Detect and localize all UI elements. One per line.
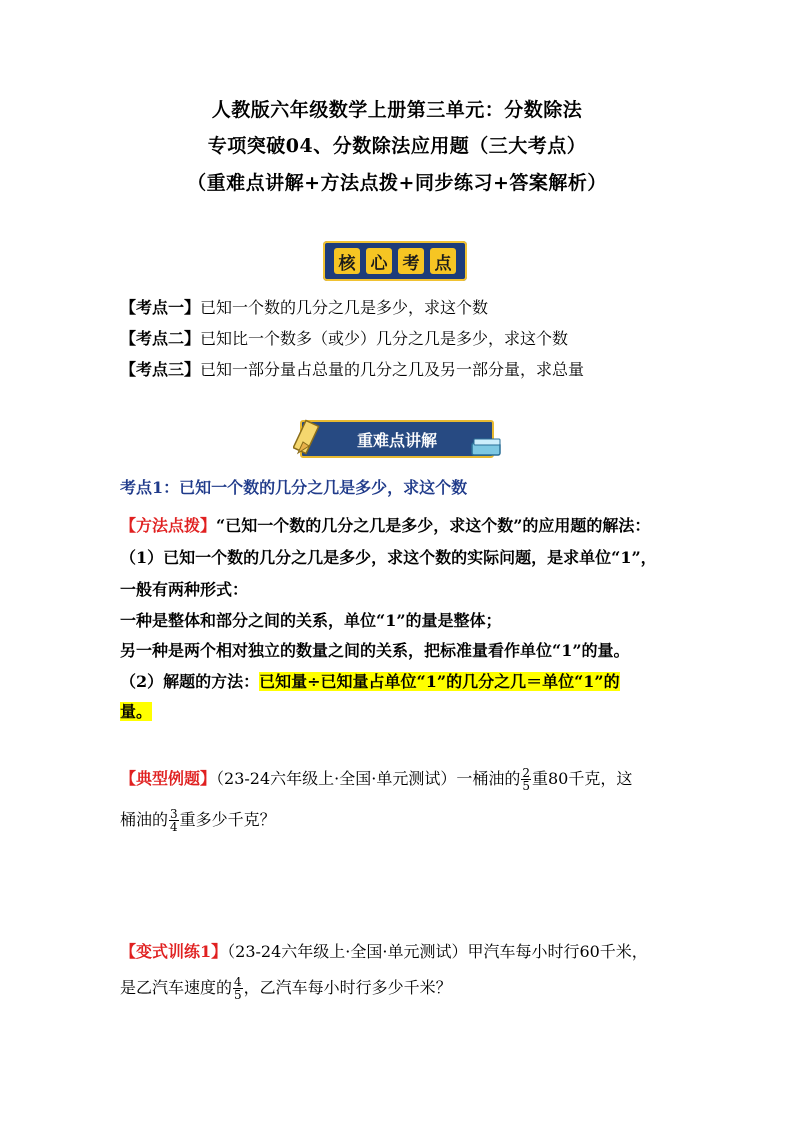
method-paragraph: 一般有两种形式： [120, 580, 249, 599]
method-paragraph: （1）已知一个数的几分之几是多少，求这个数的实际问题，是求单位“1”， [120, 548, 657, 567]
fraction [169, 808, 179, 833]
badge-char: 核 [334, 248, 360, 274]
kaodian-tag: 【考点二】 [120, 329, 201, 348]
kaodian-item [120, 357, 584, 380]
badge-char: 心 [366, 248, 392, 274]
fraction-numerator: 2 [522, 766, 530, 780]
kaodian-item [120, 295, 488, 318]
book-icon [470, 437, 504, 459]
banner-label: 重难点讲解 [356, 430, 437, 450]
method-paragraph [120, 699, 152, 722]
fraction-denominator: 5 [234, 988, 242, 1002]
fraction-denominator: 5 [522, 779, 530, 793]
variant-question [120, 975, 452, 1001]
doc-subtitle-detail: （重难点讲解+方法点拨+同步练习+答案解析） [187, 172, 607, 194]
example-text: （23-24六年级上·全国·单元测试）一桶油的 [216, 769, 521, 788]
method-step-label: （2）解题的方法： [120, 672, 260, 691]
section-title: 考点1：已知一个数的几分之几是多少，求这个数 [120, 478, 468, 497]
method-tag: 【方法点拨】 [120, 516, 217, 535]
fraction-numerator: 4 [234, 975, 242, 989]
core-points-badge [323, 241, 467, 281]
kaodian-text: 已知比一个数多（或少）几分之几是多少，求这个数 [200, 329, 569, 348]
example-text: 重80千克，这 [531, 769, 633, 788]
example-text: 桶油的 [120, 810, 169, 829]
variant-question [120, 939, 648, 962]
fraction-denominator: 4 [170, 820, 178, 834]
method-paragraph: 另一种是两个相对独立的数量之间的关系，把标准量看作单位“1”的量。 [120, 641, 630, 660]
method-paragraph: 一种是整体和部分之间的关系，单位“1”的量是整体； [120, 611, 502, 630]
variant-text: ，乙汽车每小时行多少千米？ [243, 978, 452, 997]
formula-highlight: 量。 [120, 702, 153, 721]
kaodian-text: 已知一部分量占总量的几分之几及另一部分量，求总量 [200, 360, 585, 379]
pencil-icon [293, 418, 323, 458]
doc-subtitle: 专项突破04、分数除法应用题（三大考点） [207, 135, 587, 157]
variant-tag: 【变式训练1】 [120, 942, 228, 961]
badge-char: 考 [398, 248, 424, 274]
badge-char: 点 [430, 248, 456, 274]
example-question [120, 807, 276, 833]
kaodian-item [120, 326, 568, 349]
fraction [233, 976, 243, 1001]
doc-title: 人教版六年级数学上册第三单元：分数除法 [211, 99, 583, 121]
kaodian-tag: 【考点一】 [120, 298, 201, 317]
example-text: 重多少千克？ [179, 810, 276, 829]
method-intro-text: “已知一个数的几分之几是多少，求这个数”的应用题的解法： [216, 516, 651, 535]
example-tag: 【典型例题】 [120, 769, 217, 788]
fraction [521, 767, 531, 792]
fraction-numerator: 3 [170, 807, 178, 821]
kaodian-tag: 【考点三】 [120, 360, 201, 379]
example-question [120, 766, 632, 792]
kaodian-text: 已知一个数的几分之几是多少，求这个数 [200, 298, 489, 317]
method-paragraph [120, 669, 620, 692]
method-intro [120, 513, 650, 536]
section-banner [300, 420, 494, 458]
variant-text: （23-24六年级上·全国·单元测试）甲汽车每小时行60千米， [227, 942, 648, 961]
variant-text: 是乙汽车速度的 [120, 978, 233, 997]
formula-highlight: 已知量÷已知量占单位“1”的几分之几＝单位“1”的 [259, 672, 620, 691]
